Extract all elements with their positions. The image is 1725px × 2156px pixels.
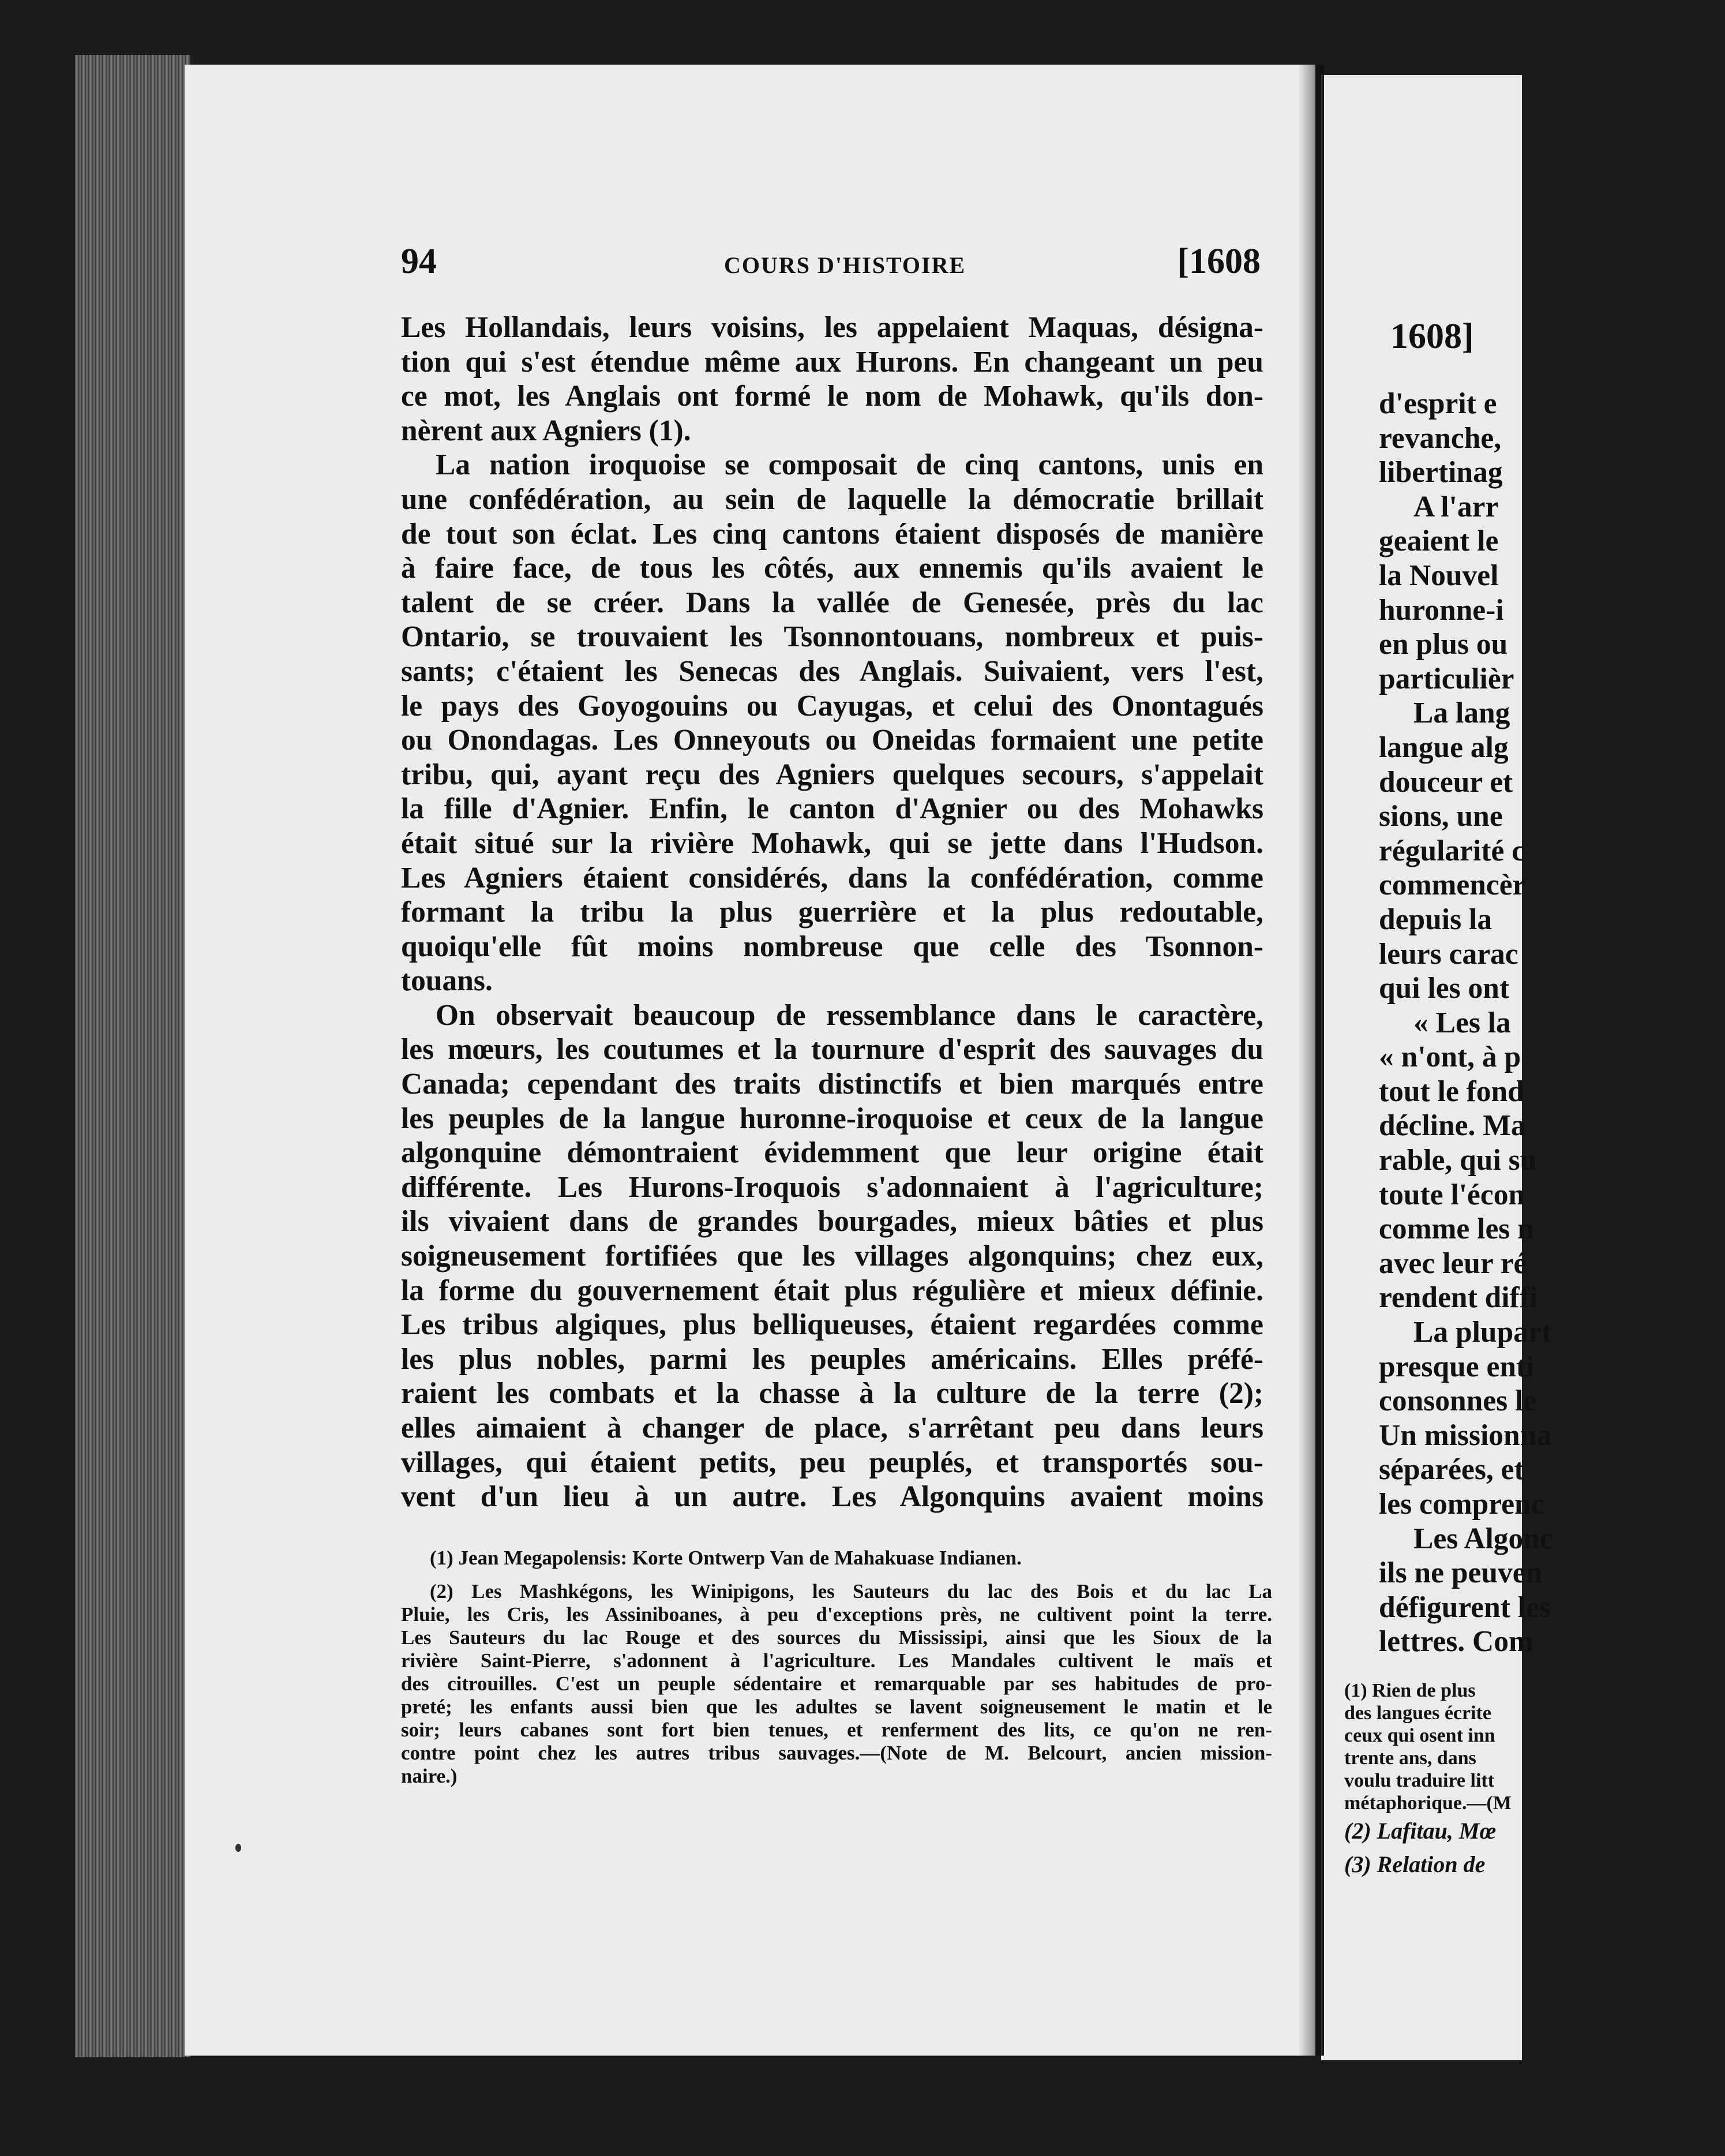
page-number: 94: [401, 242, 437, 281]
text-line: défigurent les: [1379, 1590, 1551, 1624]
text-line: les mœurs, les coutumes et la tournure d'esprit des sauvages du: [401, 1033, 1263, 1066]
right-page: [1321, 75, 1553, 2060]
text-line: tribu, qui, ayant reçu des Agniers quelques secours, s'appelait: [401, 758, 1263, 791]
text-line: commencèr: [1379, 869, 1526, 902]
footnote-line: (2) Les Mashkégons, les Winipigons, les Sauteurs du lac des Bois et du lac La: [430, 1580, 1272, 1603]
text-line: elles aimaient à changer de place, s'arrêtant peu dans leurs: [401, 1412, 1263, 1444]
text-line: le pays des Goyogouins ou Cayugas, et celui des Onontagués: [401, 689, 1263, 723]
text-line: différente. Les Hurons-Iroquois s'adonnaient à l'agriculture;: [401, 1170, 1263, 1204]
text-line: la forme du gouvernement était plus régulière et mieux définie.: [401, 1274, 1263, 1307]
text-line: particulièr: [1379, 662, 1514, 695]
text-line: langue alg: [1379, 731, 1509, 764]
body-text: [401, 310, 1263, 1514]
text-line: Les tribus algiques, plus belliqueuses, étaient regardées comme: [401, 1308, 1263, 1342]
text-line: toute l'écon: [1379, 1178, 1525, 1211]
text-line: ils vivaient dans de grandes bourgades, mieux bâties et plus: [401, 1205, 1263, 1238]
text-line: La plupart: [1413, 1316, 1551, 1349]
text-line: avec leur ré: [1379, 1247, 1527, 1280]
footnote-line: des citrouilles. C'est un peuple sédentaire et remarquable par ses habitudes de pro-: [401, 1672, 1272, 1695]
footnote-line: Les Sauteurs du lac Rouge et des sources du Mississipi, ainsi que les Sioux de la: [401, 1626, 1272, 1649]
text-line: tion qui s'est étendue même aux Hurons. En changeant un peu: [401, 345, 1263, 379]
text-line: décline. Ma: [1379, 1109, 1526, 1143]
text-line: quoiqu'elle fût moins nombreuse que celle des Tsonnon-: [401, 930, 1263, 963]
text-line: Les Algonc: [1413, 1522, 1553, 1555]
footnote-line: des langues écrite: [1344, 1702, 1491, 1724]
text-line: la fille d'Agnier. Enfin, le canton d'Agnier ou des Mohawks: [401, 792, 1263, 826]
text-line: « Les la: [1413, 1006, 1511, 1039]
text-line: ou Onondagas. Les Onneyouts ou Oneidas formaient une petite: [401, 724, 1263, 757]
footnote-line: preté; les enfants aussi bien que les adultes se lavent soigneusement le matin et le: [401, 1695, 1272, 1718]
book-page-edges: [75, 55, 190, 2057]
right-page-footnotes: [1344, 1679, 1690, 1881]
running-year: [1608: [1177, 242, 1261, 281]
footnote-line: (1) Rien de plus: [1344, 1680, 1476, 1701]
text-line: ce mot, les Anglais ont formé le nom de Mohawk, qu'ils don-: [401, 380, 1263, 413]
footnote-line: trente ans, dans: [1344, 1747, 1476, 1769]
text-line: les plus nobles, parmi les peuples américains. Elles préfé-: [401, 1342, 1263, 1376]
text-line: ils ne peuven: [1379, 1556, 1543, 1590]
text-line: consonnes le: [1379, 1384, 1537, 1418]
running-head: [401, 241, 1261, 282]
text-line: la Nouvel: [1379, 559, 1499, 592]
footnote-line: (2) Lafitau, Mœ: [1344, 1818, 1497, 1844]
text-line: sions, une: [1379, 800, 1503, 833]
text-line: rendent diffi: [1379, 1281, 1538, 1315]
text-line: les comprenc: [1379, 1488, 1544, 1521]
text-line: touans.: [401, 964, 493, 998]
text-line: séparées, et: [1379, 1453, 1524, 1487]
text-line: presque enti: [1379, 1350, 1535, 1383]
text-line: douceur et: [1379, 765, 1513, 799]
text-line: raient les combats et la chasse à la culture de la terre (2);: [401, 1377, 1263, 1410]
text-line: libertinag: [1379, 456, 1503, 489]
text-line: geaient le: [1379, 525, 1499, 558]
text-line: était situé sur la rivière Mohawk, qui se jette dans l'Hudson.: [401, 826, 1263, 860]
text-line: une confédération, au sein de laquelle la démocratie brillait: [401, 482, 1263, 516]
page-speck: [235, 1844, 241, 1852]
footnote-line: contre point chez les autres tribus sauvages.—(Note de M. Belcourt, ancien mission-: [401, 1742, 1272, 1764]
text-line: de tout son éclat. Les cinq cantons étaient disposés de manière: [401, 517, 1263, 551]
text-line: Ontario, se trouvaient les Tsonnontouans, nombreux et puis-: [401, 620, 1263, 654]
text-line: leurs carac: [1379, 937, 1518, 971]
footnote-line: métaphorique.—(M: [1344, 1792, 1512, 1814]
text-line: La lang: [1413, 697, 1510, 730]
text-line: comme les n: [1379, 1212, 1534, 1246]
text-line: A l'arr: [1413, 490, 1499, 523]
footnote-line: Pluie, les Cris, les Assiniboanes, à peu d'exceptions près, ne cultivent point la terre.: [401, 1603, 1272, 1626]
text-line: rable, qui su: [1379, 1144, 1537, 1177]
text-line: vent d'un lieu à un autre. Les Algonquins avaient moins: [401, 1480, 1263, 1514]
text-line: lettres. Com: [1379, 1625, 1533, 1659]
gutter-shadow: [1298, 65, 1324, 2056]
text-line: revanche,: [1379, 421, 1502, 455]
text-line: formant la tribu la plus guerrière et la plus redoutable,: [401, 896, 1263, 929]
footnote-line: rivière Saint-Pierre, s'adonnent à l'agriculture. Les Mandales cultivent le maïs et: [401, 1649, 1272, 1672]
footnote-line: voulu traduire litt: [1344, 1770, 1495, 1791]
text-line: algonquine démontraient évidemment que leur origine était: [401, 1136, 1263, 1170]
footnote-line: naire.): [401, 1765, 457, 1787]
text-line: huronne-i: [1379, 593, 1504, 627]
text-line: On observait beaucoup de ressemblance dans le caractère,: [436, 998, 1263, 1032]
footnotes: [401, 1547, 1272, 1788]
running-title: COURS D'HISTOIRE: [724, 252, 966, 278]
text-line: La nation iroquoise se composait de cinq cantons, unis en: [436, 448, 1263, 482]
text-line: Un missionna: [1379, 1418, 1552, 1452]
text-line: d'esprit e: [1379, 387, 1497, 420]
text-line: à faire face, de tous les côtés, aux ennemis qu'ils avaient le: [401, 552, 1263, 585]
footnote-1: (1) Jean Megapolensis: Korte Ontwerp Van de Mahakuase Indianen.: [430, 1547, 1022, 1569]
text-line: Canada; cependant des traits distinctifs et bien marqués entre: [401, 1068, 1263, 1101]
right-running-head-year: 1608]: [1390, 317, 1474, 356]
text-line: nèrent aux Agniers (1).: [401, 414, 691, 447]
text-line: talent de se créer. Dans la vallée de Genesée, près du lac: [401, 586, 1263, 619]
footnote-line: (3) Relation de: [1344, 1851, 1486, 1877]
text-line: villages, qui étaient petits, peu peuplés, et transportés sou-: [401, 1446, 1263, 1479]
text-line: depuis la: [1379, 903, 1492, 936]
right-page-text: [1379, 387, 1725, 1659]
text-line: Les Agniers étaient considérés, dans la confédération, comme: [401, 861, 1263, 894]
text-line: en plus ou: [1379, 628, 1508, 661]
text-line: « n'ont, à p: [1379, 1040, 1521, 1074]
text-line: les peuples de la langue huronne-iroquoise et ceux de la langue: [401, 1102, 1263, 1135]
text-line: tout le fond: [1379, 1075, 1524, 1108]
text-line: Les Hollandais, leurs voisins, les appelaient Maquas, désigna-: [401, 311, 1263, 344]
text-line: soigneusement fortifiées que les villages algonquins; chez eux,: [401, 1240, 1263, 1273]
text-line: régularité c: [1379, 834, 1525, 867]
text-line: sants; c'étaient les Senecas des Anglais. Suivaient, vers l'est,: [401, 654, 1263, 688]
footnote-line: soir; leurs cabanes sont fort bien tenues, et renferment des lits, ce qu'on ne ren-: [401, 1719, 1272, 1741]
text-line: qui les ont: [1379, 972, 1510, 1005]
footnote-line: ceux qui osent inn: [1344, 1725, 1495, 1746]
